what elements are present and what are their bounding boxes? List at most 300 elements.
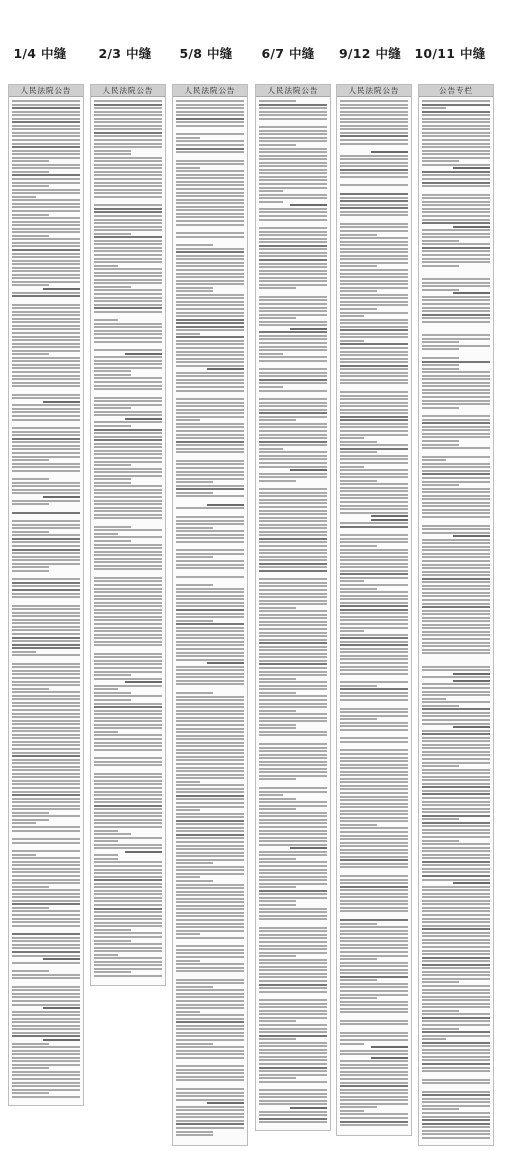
text-line: [94, 940, 131, 942]
text-line: [340, 211, 408, 213]
text-line: [176, 837, 244, 839]
text-line: [176, 738, 244, 740]
text-line: [12, 615, 80, 617]
text-line: [12, 605, 80, 607]
text-line: [340, 451, 377, 453]
text-line: [259, 455, 327, 457]
text-line: [422, 676, 490, 678]
text-line: [259, 808, 296, 810]
text-line: [94, 808, 162, 810]
text-line: [340, 297, 408, 299]
text-line: [176, 652, 244, 654]
text-line: [94, 749, 162, 751]
text-line: [340, 896, 408, 898]
text-line: [176, 244, 213, 246]
text-line: [12, 321, 80, 323]
text-line: [340, 856, 408, 858]
text-line: [340, 351, 408, 353]
text-line: [259, 585, 327, 587]
text-line: [12, 910, 80, 912]
text-line: [340, 573, 408, 575]
text-line: [259, 775, 327, 777]
text-line: [176, 905, 244, 907]
text-line: [94, 254, 162, 256]
text-line: [259, 653, 327, 655]
text-line: [176, 770, 244, 772]
text-line: [340, 505, 408, 507]
text-line: [259, 299, 327, 301]
text-line: [422, 1035, 490, 1037]
text-line: [94, 932, 162, 934]
text-line: [422, 747, 490, 749]
text-line: [176, 862, 213, 864]
text-line: [259, 649, 327, 651]
text-line: [176, 474, 244, 476]
text-line: [176, 556, 213, 558]
text-line: [259, 1035, 327, 1037]
text-line: [12, 538, 80, 540]
text-line: [259, 815, 327, 817]
text-line: [176, 970, 244, 972]
text-line: [176, 919, 244, 921]
text-line: [12, 295, 80, 297]
text-line: [259, 187, 327, 189]
text-line: [422, 466, 490, 468]
text-line: [12, 332, 80, 334]
text-line: [340, 955, 408, 957]
text-line: [340, 866, 408, 868]
text-line: [422, 107, 446, 109]
text-line: [176, 781, 200, 783]
text-line: [340, 969, 408, 971]
text-line: [12, 503, 49, 505]
text-line: [422, 150, 490, 152]
text-line: [94, 819, 162, 821]
text-line: [12, 456, 80, 458]
text-line: [94, 492, 162, 494]
text-line: [340, 559, 408, 561]
text-line: [259, 937, 327, 939]
text-line: [207, 662, 244, 664]
text-line: [94, 692, 131, 694]
text-line: [340, 944, 408, 946]
text-line: [12, 570, 49, 572]
text-line: [176, 659, 244, 661]
text-line: [259, 234, 327, 236]
text-line: [94, 432, 162, 434]
text-line: [176, 248, 244, 250]
text-line: [176, 167, 200, 169]
text-line: [340, 889, 408, 891]
text-line: [422, 723, 490, 725]
text-line: [176, 630, 244, 632]
text-line: [176, 283, 244, 285]
text-line: [259, 1056, 327, 1058]
text-line: [94, 957, 162, 959]
text-line: [340, 972, 408, 974]
text-line: [259, 713, 327, 715]
text-line: [340, 322, 408, 324]
text-line: [259, 1059, 327, 1061]
text-line: [259, 307, 327, 309]
text-line: [176, 386, 244, 388]
text-line: [12, 875, 80, 877]
text-line: [12, 452, 80, 454]
text-line: [94, 100, 162, 102]
text-line: [259, 646, 327, 648]
text-line: [12, 780, 80, 782]
text-line: [12, 549, 80, 551]
text-line: [176, 852, 244, 854]
text-line: [422, 996, 490, 998]
text-line: [422, 790, 490, 792]
text-line: [12, 245, 80, 247]
text-line: [12, 640, 80, 642]
text-line: [176, 963, 244, 965]
text-line: [340, 817, 408, 819]
text-line: [94, 968, 162, 970]
text-line: [259, 635, 327, 637]
text-line: [12, 150, 80, 152]
text-line: [94, 616, 162, 618]
text-line: [422, 357, 459, 359]
text-line: [12, 1028, 80, 1030]
text-line: [176, 620, 213, 622]
text-line: [340, 294, 408, 296]
text-line: [422, 114, 490, 116]
text-line: [340, 1064, 408, 1066]
text-line: [422, 825, 490, 827]
text-line: [340, 412, 408, 414]
text-line: [422, 907, 490, 909]
text-line: [340, 771, 408, 773]
text-line: [176, 430, 244, 432]
text-line: [340, 1071, 408, 1073]
text-line: [259, 812, 327, 814]
text-line: [12, 224, 80, 226]
text-line: [12, 882, 80, 884]
text-line: [259, 621, 327, 623]
text-line: [207, 1102, 244, 1104]
text-line: [340, 976, 408, 978]
text-line: [259, 317, 296, 319]
text-line: [12, 996, 80, 998]
text-line: [340, 1008, 408, 1010]
text-line: [259, 886, 296, 888]
text-line: [259, 865, 327, 867]
text-line: [340, 753, 408, 755]
text-line: [259, 710, 296, 712]
text-line: [340, 538, 408, 540]
text-line: [94, 111, 162, 113]
text-line: [453, 535, 490, 537]
text-line: [94, 671, 162, 673]
text-line: [453, 726, 490, 728]
text-line: [94, 485, 162, 487]
text-line: [176, 830, 244, 832]
text-line: [259, 692, 296, 694]
text-line: [422, 946, 490, 948]
text-line: [12, 132, 80, 134]
text-line: [340, 699, 408, 701]
text-line: [12, 1089, 80, 1091]
text-line: [259, 930, 327, 932]
text-line: [340, 483, 408, 485]
text-line: [422, 296, 490, 298]
text-line: [422, 705, 459, 707]
text-line: [340, 986, 408, 988]
text-line: [422, 542, 490, 544]
text-line: [259, 734, 327, 736]
text-line: [340, 1060, 408, 1062]
text-line: [94, 275, 162, 277]
text-line: [176, 375, 244, 377]
text-line: [422, 1010, 459, 1012]
text-line: [12, 249, 80, 251]
text-line: [340, 1103, 408, 1105]
text-line: [94, 815, 162, 817]
text-line: [176, 184, 244, 186]
text-line: [422, 950, 490, 952]
text-line: [340, 824, 377, 826]
text-line: [176, 151, 244, 153]
text-line: [340, 391, 408, 393]
text-line: [259, 973, 327, 975]
text-line: [340, 947, 408, 949]
text-line: [422, 829, 490, 831]
text-line: [176, 1099, 244, 1101]
text-line: [176, 553, 244, 555]
text-line: [94, 349, 162, 351]
text-line: [94, 121, 162, 123]
text-line: [340, 692, 408, 694]
text-line: [94, 738, 162, 740]
text-line: [422, 1082, 490, 1084]
text-line: [12, 812, 49, 814]
text-line: [12, 681, 80, 683]
text-line: [340, 566, 408, 568]
text-line: [422, 603, 490, 605]
text-line: [259, 656, 327, 658]
text-line: [12, 559, 80, 561]
text-line: [12, 608, 80, 610]
text-line: [94, 791, 162, 793]
text-line: [259, 858, 296, 860]
text-line: [94, 265, 118, 267]
text-line: [176, 816, 244, 818]
text-line: [422, 444, 459, 446]
text-line: [340, 799, 408, 801]
text-line: [422, 624, 490, 626]
text-line: [259, 434, 327, 436]
text-line: [94, 323, 162, 325]
text-line: [259, 538, 327, 540]
text-line: [422, 254, 490, 256]
text-line: [12, 666, 80, 668]
text-line: [340, 637, 408, 639]
text-line: [12, 801, 80, 803]
text-line: [12, 214, 49, 216]
text-line: [259, 801, 327, 803]
text-line: [259, 1024, 327, 1026]
text-line: [340, 476, 408, 478]
notice-column-1: [8, 84, 84, 1106]
text-line: [94, 876, 162, 878]
text-line: [259, 259, 327, 261]
text-line: [340, 107, 408, 109]
text-line: [340, 423, 408, 425]
text-line: [259, 476, 327, 478]
text-line: [259, 980, 327, 982]
text-line: [422, 836, 490, 838]
text-line: [176, 416, 244, 418]
text-line: [340, 602, 408, 604]
text-line: [259, 617, 327, 619]
text-line: [259, 287, 296, 289]
text-line: [176, 683, 244, 685]
text-line: [340, 204, 408, 206]
text-line: [259, 559, 327, 561]
text-line: [259, 830, 327, 832]
text-line: [340, 669, 408, 671]
text-line: [422, 488, 490, 490]
text-line: [340, 448, 408, 450]
text-line: [259, 527, 327, 529]
text-line: [371, 1046, 408, 1048]
text-line: [259, 349, 327, 351]
text-line: [340, 556, 408, 558]
text-line: [94, 341, 162, 343]
text-line: [94, 619, 162, 621]
text-line: [422, 999, 490, 1001]
text-line: [176, 692, 213, 694]
text-line: [422, 620, 490, 622]
text-line: [422, 477, 490, 479]
text-line: [12, 192, 80, 194]
text-line: [340, 711, 408, 713]
text-line: [176, 451, 244, 453]
text-line: [12, 1071, 80, 1073]
text-line: [422, 1042, 490, 1044]
text-line: [12, 492, 80, 494]
text-line: [259, 155, 327, 157]
text-line: [94, 319, 118, 321]
text-line: [340, 426, 408, 428]
text-line: [94, 837, 162, 839]
text-line: [176, 1079, 244, 1081]
text-line: [94, 783, 162, 785]
text-line: [422, 389, 490, 391]
text-line: [422, 447, 490, 449]
text-line: [422, 942, 490, 944]
text-line: [422, 1003, 490, 1005]
text-line: [340, 132, 408, 134]
text-line: [422, 208, 490, 210]
text-line: [176, 752, 244, 754]
text-line: [176, 304, 244, 306]
text-line: [259, 999, 327, 1001]
text-line: [259, 1017, 327, 1019]
text-line: [176, 809, 200, 811]
text-line: [340, 358, 408, 360]
text-line: [422, 960, 490, 962]
text-line: [340, 792, 408, 794]
text-line: [12, 698, 80, 700]
text-line: [340, 135, 408, 137]
text-line: [340, 283, 408, 285]
text-line: [94, 160, 162, 162]
text-line: [259, 724, 296, 726]
text-line: [176, 137, 200, 139]
column-header: 人民法院公告: [337, 85, 411, 97]
text-line: [94, 478, 131, 480]
text-line: [259, 1045, 327, 1047]
text-line: [422, 642, 490, 644]
text-line: [94, 443, 162, 445]
text-line: [94, 812, 162, 814]
text-line: [259, 162, 327, 164]
text-line: [340, 708, 408, 710]
text-line: [259, 1003, 327, 1005]
text-line: [176, 448, 244, 450]
text-line: [422, 100, 490, 102]
text-line: [176, 537, 244, 539]
text-line: [94, 164, 162, 166]
text-line: [340, 1085, 408, 1087]
text-line: [12, 500, 80, 502]
text-line: [94, 215, 162, 217]
text-line: [176, 111, 244, 113]
text-line: [340, 354, 408, 356]
text-line: [12, 925, 80, 927]
text-line: [340, 749, 408, 751]
text-line: [259, 510, 327, 512]
text-line: [12, 822, 36, 824]
text-line: [259, 273, 327, 275]
text-line: [340, 910, 408, 912]
text-line: [340, 487, 408, 489]
text-line: [12, 955, 80, 957]
text-line: [12, 720, 80, 722]
text-line: [94, 699, 131, 701]
text-line: [340, 226, 408, 228]
text-line: [176, 409, 244, 411]
text-line: [12, 1078, 80, 1080]
text-line: [12, 382, 80, 384]
text-line: [259, 541, 327, 543]
text-line: [12, 552, 80, 554]
text-line: [176, 251, 244, 253]
text-line: [422, 382, 490, 384]
text-line: [422, 1091, 490, 1093]
text-line: [259, 255, 327, 257]
text-line: [340, 430, 408, 432]
text-line: [259, 639, 327, 641]
text-line: [12, 434, 80, 436]
text-line: [12, 427, 80, 429]
text-line: [176, 1021, 244, 1023]
text-line: [422, 197, 490, 199]
text-line: [94, 337, 162, 339]
text-line: [94, 377, 162, 379]
text-line: [259, 941, 327, 943]
text-line: [12, 1032, 80, 1034]
text-line: [259, 194, 327, 196]
text-line: [94, 627, 162, 629]
text-line: [12, 367, 80, 369]
text-line: [259, 798, 296, 800]
text-line: [422, 822, 490, 824]
